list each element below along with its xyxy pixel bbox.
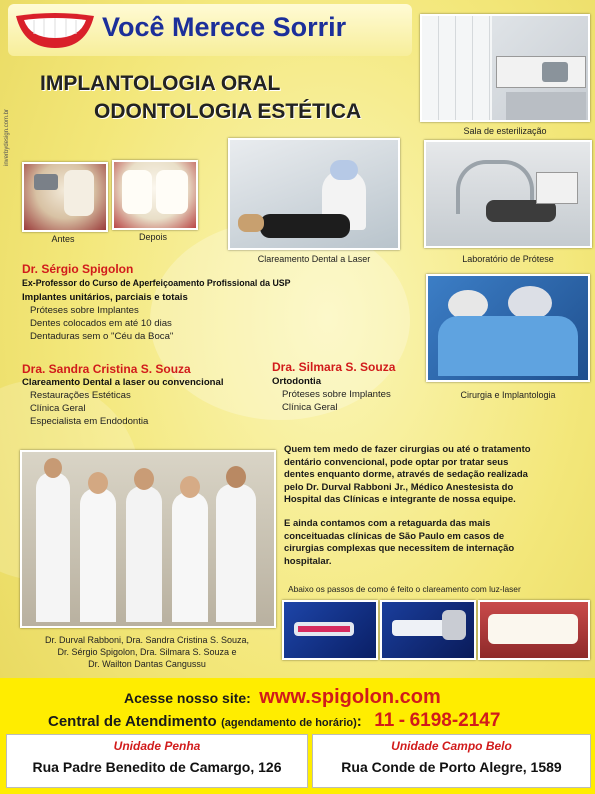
dra-sandra-item: Restaurações Estéticas (30, 390, 131, 401)
dra-silmara-name: Dra. Silmara S. Souza (272, 360, 396, 374)
phone-line (48, 710, 500, 732)
after-caption: Depois (138, 232, 167, 242)
dr-sergio-item: Dentaduras sem o "Céu da Boca" (30, 331, 174, 342)
paragraph-line: hospitalar. (284, 555, 332, 567)
whitening-step-2-photo (380, 600, 476, 660)
sterilization-caption: Sala de esterilização (463, 126, 547, 136)
team-caption-line: Dr. Sérgio Spigolon, Dra. Silmara S. Souza e (57, 647, 237, 657)
paragraph-line: E ainda contamos com a retaguarda das mais (284, 518, 491, 529)
dra-sandra-item: Especialista em Endodontia (30, 416, 149, 427)
page-title: Você Merece Sorrir (102, 12, 347, 42)
before-photo (22, 162, 108, 232)
central-note: (agendamento de horário) (221, 717, 357, 729)
footer (0, 678, 595, 794)
team-caption-line: Dr. Wailton Dantas Cangussu (88, 659, 206, 669)
paragraph-line: pelo Dr. Durval Rabboni Jr., Médico Anestesista do (284, 481, 514, 493)
paragraph-line: conceituadas clínicas de São Paulo em casos de (284, 530, 505, 542)
unit-campo-belo-box (312, 734, 591, 788)
site-link[interactable]: www.spigolon.com (259, 686, 441, 708)
after-photo (112, 160, 198, 230)
dr-sergio-item: Dentes colocados em até 10 dias (30, 318, 172, 329)
central-label: Central de Atendimento (48, 713, 217, 730)
phone-dash: - (398, 710, 406, 731)
title-banner (8, 4, 412, 56)
central-colon: : (356, 713, 362, 730)
paragraph-line: dentes enquanto dorme, através de sedação realizada (284, 469, 528, 481)
unit-penha-name: Unidade Penha (113, 739, 201, 753)
laser-whitening-photo (228, 138, 400, 250)
paragraph-line: cirurgias complexas que necessitem de internação (284, 543, 515, 555)
support-paragraph (284, 518, 572, 568)
paragraph-line: dentário convencional, pode optar por tratar seus (284, 456, 509, 468)
dra-sandra-specialty: Clareamento Dental a laser ou convencional (22, 377, 224, 388)
headline-odontologia: ODONTOLOGIA ESTÉTICA (94, 100, 362, 123)
unit-campo-belo-address: Rua Conde de Porto Alegre, 1589 (341, 759, 562, 775)
steps-caption: Abaixo os passos de como é feito o clareamento com luz-laser (288, 584, 521, 594)
team-photo (20, 450, 276, 628)
paragraph-line: Hospital das Clínicas e integrante de nossa equipe. (284, 494, 516, 506)
site-line (124, 686, 441, 709)
side-credit (4, 70, 16, 170)
dr-sergio-specialty: Implantes unitários, parciais e totais (22, 292, 188, 303)
surgery-caption: Cirurgia e Implantologia (460, 390, 556, 400)
team-caption-line: Dr. Durval Rabboni, Dra. Sandra Cristina S. Souza, (44, 635, 250, 645)
phone-area: 11 (374, 710, 395, 731)
laser-whitening-caption: Clareamento Dental a Laser (257, 254, 371, 264)
dra-sandra-item: Clínica Geral (30, 403, 86, 414)
dr-sergio-name: Dr. Sérgio Spigolon (22, 262, 134, 276)
unit-penha-address: Rua Padre Benedito de Camargo, 126 (32, 759, 282, 775)
smile-icon (14, 10, 96, 50)
side-credit-text: inverbydesign.com.br (4, 108, 10, 166)
dra-sandra-name: Dra. Sandra Cristina S. Souza (22, 362, 191, 376)
before-caption: Antes (51, 234, 75, 244)
paragraph-line: Quem tem medo de fazer cirurgias ou até o tratamento (284, 444, 531, 455)
dra-silmara-specialty: Ortodontia (272, 376, 322, 387)
unit-campo-belo-name: Unidade Campo Belo (391, 739, 512, 753)
surgery-photo (426, 274, 590, 382)
whitening-step-3-photo (478, 600, 590, 660)
dr-sergio-item: Próteses sobre Implantes (30, 305, 139, 316)
dra-silmara-item: Clínica Geral (282, 402, 338, 413)
prosthesis-lab-caption: Laboratório de Prótese (462, 254, 554, 264)
team-caption (14, 634, 280, 670)
headline-implantologia: IMPLANTOLOGIA ORAL (40, 72, 281, 95)
dra-silmara-item: Próteses sobre Implantes (282, 389, 391, 400)
unit-penha-box (6, 734, 308, 788)
sedation-paragraph (284, 444, 572, 507)
site-label: Acesse nosso site: (124, 690, 251, 706)
phone-number[interactable]: 6198-2147 (409, 710, 501, 731)
whitening-step-1-photo (282, 600, 378, 660)
dr-sergio-credential: Ex-Professor do Curso de Aperfeiçoamento Profissional da USP (22, 278, 291, 288)
sterilization-room-photo (420, 14, 590, 122)
prosthesis-lab-photo (424, 140, 592, 248)
